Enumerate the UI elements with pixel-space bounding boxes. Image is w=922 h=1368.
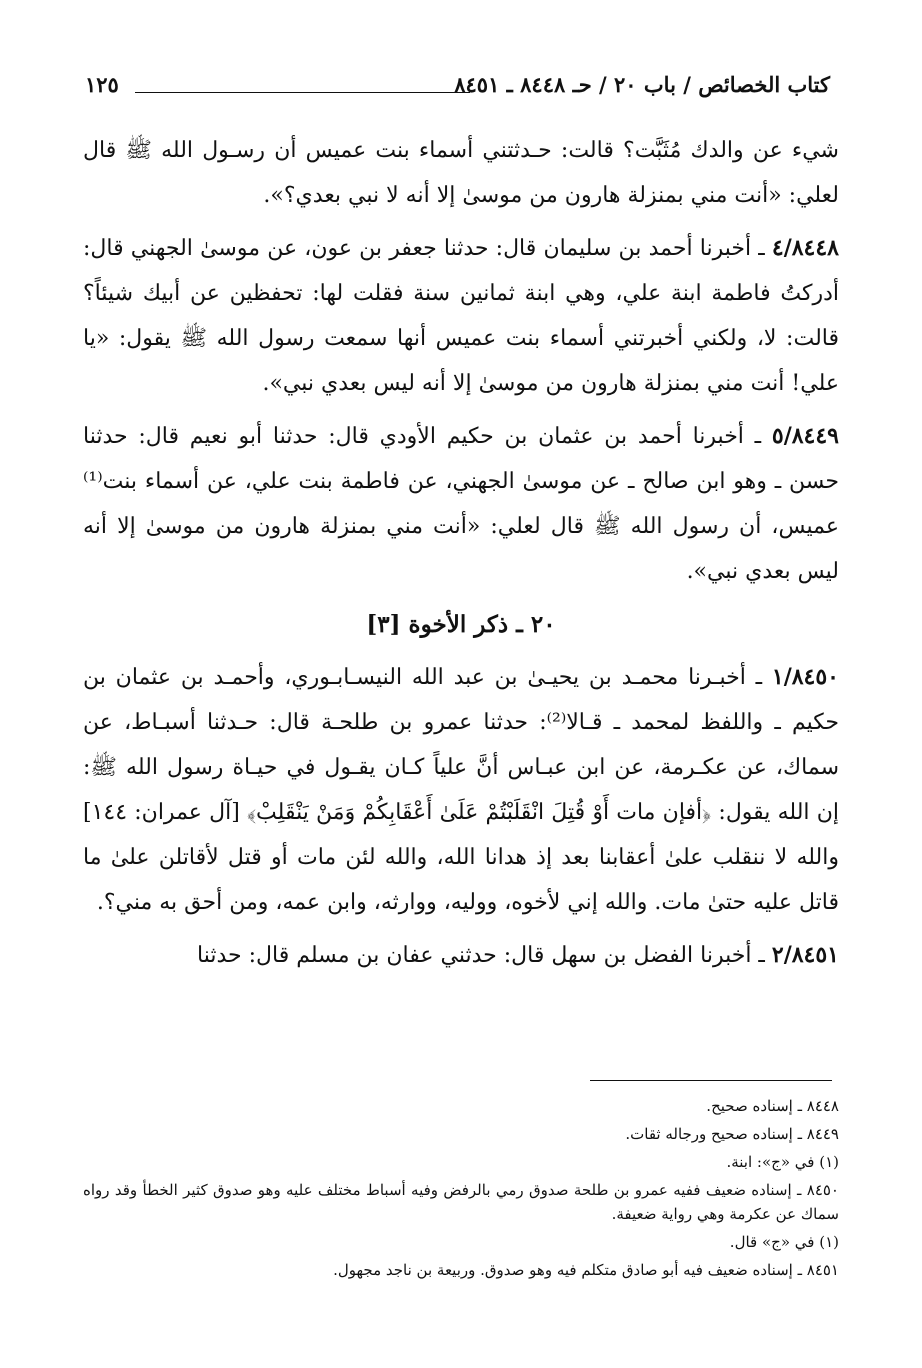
footnote: (١) في «ج» قال. xyxy=(729,1233,839,1251)
running-header xyxy=(85,70,830,106)
paragraph-text: شيء عن والدك مُثَبَّت؟ قالت: حـدثتني أسماء بنت عميس أن رسـول الله ﷺ قال لعلي: «أنت مني بمنزلة هارون من موسىٰ إلا أنه لا نبي بعدي؟». xyxy=(83,138,839,208)
hadith-number: ٢/٨٤٥١ xyxy=(771,942,839,968)
footnote: ٨٤٤٨ ـ إسناده صحيح. xyxy=(706,1097,839,1115)
footnote: ٨٤٥١ ـ إسناده ضعيف فيه أبو صادق متكلم فيه وهو صدوق. وربيعة بن ناجد مجهول. xyxy=(333,1261,839,1279)
footnote-rule xyxy=(590,1080,832,1081)
footnote: ٨٤٤٩ ـ إسناده صحيح ورجاله ثقات. xyxy=(625,1125,839,1143)
paragraph-text: ـ أخبرنا الفضل بن سهل قال: حدثني عفان بن مسلم قال: حدثنا xyxy=(196,943,772,968)
footnote: ٨٤٥٠ ـ إسناده ضعيف ففيه عمرو بن طلحة صدوق رمي بالرفض وفيه أسباط مختلف عليه وهو صدوق كثير الخطأ وقد رواه سماك عن عكرمة وهي رواية ضعيفة. xyxy=(83,1181,839,1223)
paragraph-text: ـ أخبرنا أحمد بن سليمان قال: حدثنا جعفر بن عون، عن موسىٰ الجهني قال: أدركتُ فاطمة ابنة علي، وهي ابنة ثمانين سنة فقلت لها: تحفظين عن أبيك شيئاً؟ قالت: لا، ولكني أخبرتني أسماء بنت عميس أنها سمعت رسول الله ﷺ يقول: «يا علي! أنت مني بمنزلة هارون من موسىٰ إلا أنه ليس بعدي نبي». xyxy=(83,236,839,396)
hadith-number: ٥/٨٤٤٩ xyxy=(771,423,839,449)
hadith-number: ٤/٨٤٤٨ xyxy=(771,235,839,261)
header-rule xyxy=(135,92,470,93)
footnotes xyxy=(83,1094,839,1286)
main-text xyxy=(83,128,839,986)
hadith-8450 xyxy=(83,655,839,925)
paragraph-text: ـ أخبرنا أحمد بن عثمان بن حكيم الأودي قال: حدثنا أبو نعيم قال: حدثنا حسن ـ وهو ابن صالح ـ عن موسىٰ الجهني، عن فاطمة بنت علي، عن أسماء بنت⁽¹⁾ عميس، أن رسول الله ﷺ قال لعلي: «أنت مني بمنزلة هارون من موسىٰ إلا أنه ليس بعدي نبي». xyxy=(83,424,839,584)
section-heading: ٢٠ ـ ذكر الأخوة [٣] xyxy=(366,611,556,638)
paragraph-continuation xyxy=(83,128,839,218)
paragraph-text: ـ أخبـرنا محمـد بن يحيـىٰ بن عبد الله النيسـابـوري، وأحمـد بن عثمان بن حكيم ـ واللفظ لمحمد ـ قـالا⁽²⁾: حدثنا عمرو بن طلحـة قال: حـدثنا أسبـاط، عن سماك، عن عكـرمة، عن ابن عبـاس أنَّ علياً كـان يقـول في حيـاة رسول الله ﷺ: إن الله يقول: ﴿أفإن مات أَوْ قُتِلَ انْقَلَبْتُمْ عَلَىٰ أَعْقَابِكُمْ وَمَنْ يَنْقَلِبْ﴾ [آل عمران: ١٤٤] والله لا ننقلب علىٰ أعقابنا بعد إذ هدانا الله، والله لئن مات أو قتل لأقاتلن علىٰ ما قاتل عليه حتىٰ مات. والله إني لأخوه، ووليه، ووارثه، وابن عمه، ومن أحق به مني؟. xyxy=(83,665,839,915)
hadith-8449 xyxy=(83,414,839,594)
hadith-number: ١/٨٤٥٠ xyxy=(771,664,839,690)
hadith-8451 xyxy=(83,933,839,978)
running-title: كتاب الخصائص / باب ٢٠ / حـ ٨٤٤٨ ـ ٨٤٥١ xyxy=(454,72,830,97)
hadith-8448 xyxy=(83,226,839,406)
footnote: (١) في «ج»: ابنة. xyxy=(726,1153,839,1171)
page-number: ١٢٥ xyxy=(85,72,119,97)
